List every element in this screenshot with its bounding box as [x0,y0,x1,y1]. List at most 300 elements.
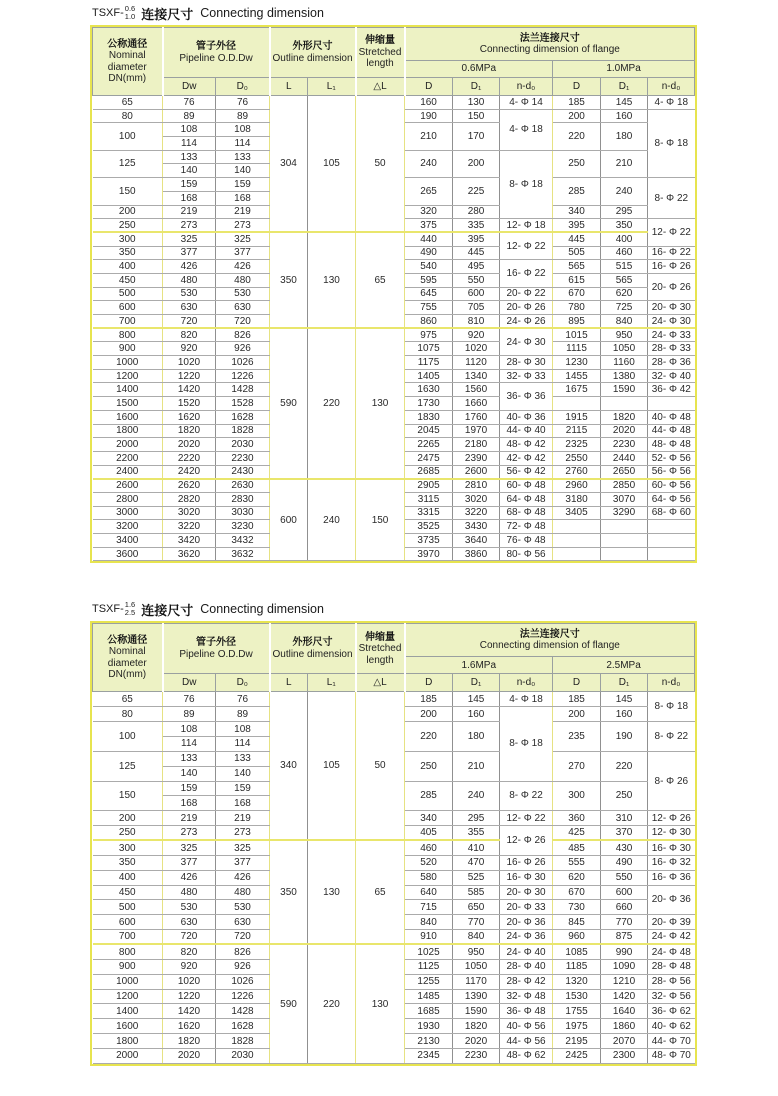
cell-p1-d1: 410 [453,840,500,855]
cell-p1-d: 860 [405,315,453,329]
cell-p2-d1: 600 [601,885,648,900]
cell-p2-d: 485 [553,840,601,855]
cell-d0: 1428 [216,1004,270,1019]
cell-dn: 65 [93,692,163,707]
cell-p1-nd: 56- Φ 42 [500,465,553,479]
cell-p1-d1: 3430 [453,520,500,534]
cell-dn: 800 [93,328,163,342]
cell-p2-d1: 160 [601,707,648,722]
cell-dw: 2220 [163,451,216,465]
cell-p1-nd: 12- Φ 22 [500,811,553,826]
cell-dw: 1220 [163,989,216,1004]
cell-dn: 300 [93,232,163,246]
cell-l: 340 [270,692,308,841]
header-row-groups [93,624,695,657]
cell-dn: 700 [93,930,163,945]
cell-p2-nd: 48- Φ 48 [648,438,695,452]
cell-p1-d: 3315 [405,506,453,520]
cell-dw: 3020 [163,506,216,520]
cell-dw: 133 [163,150,216,164]
cell-p1-d1: 130 [453,96,500,110]
cell-p2-d1 [601,547,648,561]
cell-dn: 600 [93,301,163,315]
col-header-pressure-high: 1.0MPa [553,61,695,78]
label-outline-cn: 外形尺寸 [292,637,333,649]
cell-d0: 2030 [216,438,270,452]
cell-p1-d: 640 [405,885,453,900]
cell-dw: 140 [163,164,216,178]
cell-dw: 89 [163,707,216,722]
cell-p2-d1: 180 [601,123,648,150]
cell-p2-d: 505 [553,246,601,260]
cell-p2-d1: 1860 [601,1019,648,1034]
cell-d0: 133 [216,751,270,766]
table1-frame [90,25,697,563]
cell-l1: 220 [308,944,356,1063]
cell-d0: 1628 [216,410,270,424]
cell-p1-d1: 2390 [453,451,500,465]
cell-p2-nd: 36- Φ 62 [648,1004,695,1019]
cell-p1-d1: 295 [453,811,500,826]
cell-p1-d1: 240 [453,781,500,811]
cell-p2-nd [648,397,695,411]
cell-dw: 1020 [163,356,216,370]
cell-p2-d1: 565 [601,273,648,287]
cell-d0: 530 [216,287,270,301]
cell-p1-d1: 180 [453,722,500,752]
cell-d0: 273 [216,219,270,233]
cell-dn: 100 [93,123,163,150]
cell-p1-d: 185 [405,692,453,707]
cell-d0: 273 [216,826,270,841]
label-stretch-en2: length [366,58,394,70]
cell-p1-d: 2265 [405,438,453,452]
cell-p2-d1: 145 [601,692,648,707]
col-header-dw: Dw [163,78,216,96]
cell-p2-d1: 145 [601,96,648,110]
cell-p2-d1: 430 [601,840,648,855]
cell-d0: 114 [216,736,270,751]
cell-p1-d1: 1020 [453,342,500,356]
table1-body [93,96,695,561]
cell-p1-d1: 2180 [453,438,500,452]
label-stretch-en1: Stretched [358,643,402,655]
cell-p1-d: 3115 [405,492,453,506]
label-dn-cn: 公称通径 [107,634,148,646]
cell-dw: 114 [163,137,216,151]
cell-p1-nd: 24- Φ 30 [500,328,553,355]
cell-dl: 130 [356,328,405,479]
cell-p2-nd: 8- Φ 18 [648,109,695,177]
col-header-outline-dimension [270,624,356,674]
cell-p2-d: 845 [553,915,601,930]
cell-p2-nd: 40- Φ 62 [648,1019,695,1034]
cell-d0: 2430 [216,465,270,479]
cell-d0: 76 [216,692,270,707]
label-pipe-cn: 管子外径 [196,637,236,649]
cell-p2-nd: 68- Φ 60 [648,506,695,520]
cell-p2-nd: 20- Φ 26 [648,273,695,300]
title-english: Connecting dimension [200,6,324,20]
cell-p2-d: 1115 [553,342,601,356]
cell-p2-d [553,520,601,534]
cell-p2-d1: 2850 [601,479,648,493]
cell-p2-d: 2195 [553,1034,601,1049]
cell-p1-d1: 3860 [453,547,500,561]
cell-dn: 1400 [93,1004,163,1019]
cell-p1-nd: 8- Φ 18 [500,150,553,218]
cell-p2-d1: 2440 [601,451,648,465]
cell-d0: 480 [216,885,270,900]
cell-p2-d1: 190 [601,722,648,752]
cell-dn: 2000 [93,1049,163,1064]
cell-p2-d1: 400 [601,232,648,246]
cell-p2-d: 1085 [553,944,601,959]
cell-p1-nd: 20- Φ 26 [500,301,553,315]
cell-p2-nd: 24- Φ 33 [648,328,695,342]
cell-p2-nd: 44- Φ 48 [648,424,695,438]
label-pipe-en: Pipeline O.D.Dw [179,52,253,64]
label-flange-en: Connecting dimension of flange [479,44,620,55]
cell-p1-d: 200 [405,707,453,722]
cell-p1-nd: 20- Φ 30 [500,885,553,900]
cell-p1-d: 910 [405,930,453,945]
cell-p2-d1: 620 [601,287,648,301]
cell-dw: 114 [163,736,216,751]
cell-dn: 2400 [93,465,163,479]
cell-dw: 108 [163,123,216,137]
cell-dn: 2600 [93,479,163,493]
cell-p2-nd: 40- Φ 48 [648,410,695,424]
col-header-pressure-low: 0.6MPa [405,61,553,78]
cell-d0: 1528 [216,397,270,411]
cell-p1-d: 580 [405,870,453,885]
col-header-p2-d: D [553,78,601,96]
cell-p2-nd [648,520,695,534]
cell-dn: 2000 [93,438,163,452]
cell-dl: 150 [356,479,405,561]
cell-p2-d: 395 [553,219,601,233]
cell-p1-d1: 650 [453,900,500,915]
cell-p2-nd: 28- Φ 48 [648,959,695,974]
cell-d0: 140 [216,766,270,781]
cell-d0: 114 [216,137,270,151]
cell-dn: 250 [93,219,163,233]
cell-p2-d1 [601,397,648,411]
label-pipe-en: Pipeline O.D.Dw [179,648,253,660]
cell-p1-d: 2905 [405,479,453,493]
table1-connecting-dimension [92,27,695,561]
cell-p1-d1: 335 [453,219,500,233]
cell-d0: 168 [216,796,270,811]
cell-p1-d1: 1390 [453,989,500,1004]
cell-p1-nd: 48- Φ 62 [500,1049,553,1064]
cell-p2-nd: 28- Φ 56 [648,974,695,989]
col-header-outline-dimension [270,28,356,78]
cell-p1-d: 2475 [405,451,453,465]
cell-p2-d1: 1160 [601,356,648,370]
cell-dn: 1200 [93,369,163,383]
model-code: TSXF- 1.6 2.5 [92,600,136,618]
cell-dw: 1620 [163,1019,216,1034]
cell-d0: 377 [216,246,270,260]
cell-p1-d: 3735 [405,534,453,548]
cell-p2-d: 1530 [553,989,601,1004]
cell-p2-d: 285 [553,178,601,205]
cell-dn: 250 [93,826,163,841]
cell-p2-d: 2325 [553,438,601,452]
cell-p2-d: 2425 [553,1049,601,1064]
cell-p1-d1: 150 [453,109,500,123]
cell-p1-nd: 12- Φ 26 [500,826,553,856]
model-code: TSXF- 0.6 1.0 [92,4,136,21]
cell-p1-d: 285 [405,781,453,811]
cell-p1-d: 1730 [405,397,453,411]
cell-dw: 1020 [163,974,216,989]
cell-p1-d: 1830 [405,410,453,424]
cell-p1-nd: 42- Φ 42 [500,451,553,465]
cell-dw: 2020 [163,1049,216,1064]
table-row [93,944,695,959]
cell-p1-d: 250 [405,751,453,781]
cell-p1-d: 2345 [405,1049,453,1064]
cell-dw: 1420 [163,1004,216,1019]
col-header-d0: D₀ [216,674,270,692]
label-outline-en: Outline dimension [272,648,353,660]
cell-d0: 219 [216,811,270,826]
label-stretch-cn: 伸缩量 [365,35,396,47]
table2-frame [90,621,697,1065]
cell-p2-d: 300 [553,781,601,811]
cell-d0: 108 [216,123,270,137]
cell-dn: 1000 [93,974,163,989]
cell-p1-d1: 600 [453,287,500,301]
cell-dw: 720 [163,315,216,329]
cell-p2-nd: 4- Φ 18 [648,96,695,110]
cell-p1-d: 490 [405,246,453,260]
cell-p2-nd: 24- Φ 42 [648,930,695,945]
cell-p2-d: 2760 [553,465,601,479]
cell-dn: 400 [93,260,163,274]
cell-p1-d1: 525 [453,870,500,885]
header-row-groups [93,28,695,61]
cell-dn: 450 [93,885,163,900]
cell-dw: 219 [163,811,216,826]
cell-p2-nd: 8- Φ 22 [648,722,695,752]
cell-p2-nd: 16- Φ 36 [648,870,695,885]
cell-dn: 500 [93,287,163,301]
cell-p2-d: 1675 [553,383,601,397]
cell-p1-nd: 40- Φ 36 [500,410,553,424]
cell-p2-nd: 64- Φ 56 [648,492,695,506]
cell-p2-d: 1915 [553,410,601,424]
cell-l1: 220 [308,328,356,479]
cell-dw: 76 [163,692,216,707]
cell-d0: 108 [216,722,270,737]
cell-dw: 325 [163,840,216,855]
cell-l1: 105 [308,692,356,841]
cell-p2-d: 555 [553,855,601,870]
cell-p2-nd: 16- Φ 30 [648,840,695,855]
cell-d0: 1226 [216,989,270,1004]
col-header-l1: L₁ [308,674,356,692]
label-dn-en3: DN(mm) [108,669,147,681]
cell-p1-d1: 3220 [453,506,500,520]
cell-p2-nd: 12- Φ 26 [648,811,695,826]
col-header-pressure-high: 2.5MPa [553,657,695,674]
cell-dn: 300 [93,840,163,855]
cell-p1-d1: 145 [453,692,500,707]
cell-p1-nd: 4- Φ 18 [500,692,553,707]
cell-dw: 168 [163,191,216,205]
cell-p2-nd: 16- Φ 26 [648,260,695,274]
table1-header [93,28,695,96]
cell-p1-d: 440 [405,232,453,246]
col-header-l: L [270,78,308,96]
cell-d0: 1026 [216,974,270,989]
cell-p1-nd: 16- Φ 30 [500,870,553,885]
cell-p1-d1: 2020 [453,1034,500,1049]
cell-dn: 150 [93,178,163,205]
col-header-d0: D₀ [216,78,270,96]
cell-dw: 480 [163,273,216,287]
cell-p2-d: 2960 [553,479,601,493]
col-header-p2-nd: n-d₀ [648,78,695,96]
cell-dn: 3200 [93,520,163,534]
cell-p2-d: 960 [553,930,601,945]
cell-dn: 1600 [93,1019,163,1034]
cell-p1-d1: 1340 [453,369,500,383]
cell-dw: 1520 [163,397,216,411]
cell-d0: 2830 [216,492,270,506]
cell-p1-nd: 24- Φ 40 [500,944,553,959]
cell-d0: 1628 [216,1019,270,1034]
cell-p1-d1: 170 [453,123,500,150]
table-row [93,692,695,707]
cell-p1-nd: 20- Φ 36 [500,915,553,930]
title-chinese: 连接尺寸 [141,602,194,618]
col-header-p1-d: D [405,78,453,96]
table-row [93,232,695,246]
cell-dw: 426 [163,870,216,885]
cell-dn: 350 [93,246,163,260]
cell-p2-nd: 28- Φ 33 [648,342,695,356]
cell-p1-nd: 12- Φ 22 [500,232,553,259]
cell-d0: 826 [216,944,270,959]
cell-p1-d: 265 [405,178,453,205]
cell-p2-d: 270 [553,751,601,781]
label-dn-en3: DN(mm) [108,73,147,84]
cell-p2-d: 670 [553,885,601,900]
col-header-pressure-low: 1.6MPa [405,657,553,674]
cell-p2-d: 1455 [553,369,601,383]
cell-p1-d1: 445 [453,246,500,260]
cell-p2-d1: 460 [601,246,648,260]
cell-p2-nd: 44- Φ 70 [648,1034,695,1049]
col-header-stretched-length [356,28,405,78]
cell-p2-nd [648,534,695,548]
cell-p1-d: 1125 [405,959,453,974]
cell-p2-d: 730 [553,900,601,915]
cell-d0: 480 [216,273,270,287]
cell-d0: 2230 [216,451,270,465]
cell-p2-d1: 3290 [601,506,648,520]
cell-p1-d: 975 [405,328,453,342]
cell-dw: 159 [163,781,216,796]
cell-d0: 1428 [216,383,270,397]
cell-d0: 219 [216,205,270,219]
cell-p2-d: 425 [553,826,601,841]
cell-l: 600 [270,479,308,561]
header-row-letters [93,78,695,96]
table2-header [93,624,695,692]
cell-d0: 926 [216,959,270,974]
cell-dw: 159 [163,178,216,192]
col-header-dl: △L [356,78,405,96]
cell-p2-nd: 56- Φ 56 [648,465,695,479]
cell-dn: 400 [93,870,163,885]
cell-p1-d1: 2230 [453,1049,500,1064]
cell-p2-d: 1230 [553,356,601,370]
cell-p2-d1 [601,520,648,534]
cell-d0: 530 [216,900,270,915]
cell-dw: 1220 [163,369,216,383]
cell-dw: 3220 [163,520,216,534]
cell-d0: 159 [216,178,270,192]
cell-p1-d1: 1170 [453,974,500,989]
cell-p2-d1: 350 [601,219,648,233]
cell-d0: 3030 [216,506,270,520]
cell-dw: 920 [163,959,216,974]
cell-p1-d: 240 [405,150,453,177]
cell-d0: 3230 [216,520,270,534]
cell-dn: 3000 [93,506,163,520]
table2-connecting-dimension [92,623,695,1063]
cell-p2-d1: 295 [601,205,648,219]
label-dn-en2: diameter [107,657,147,669]
col-header-p2-d1: D₁ [601,674,648,692]
cell-p1-d: 1405 [405,369,453,383]
cell-p2-d1: 240 [601,178,648,205]
cell-p1-d1: 1050 [453,959,500,974]
cell-p1-d: 715 [405,900,453,915]
cell-dn: 1400 [93,383,163,397]
cell-l1: 240 [308,479,356,561]
col-header-l: L [270,674,308,692]
cell-dn: 900 [93,342,163,356]
cell-l: 350 [270,232,308,328]
cell-p2-d: 360 [553,811,601,826]
cell-p1-d: 2130 [405,1034,453,1049]
cell-p2-nd: 8- Φ 22 [648,178,695,219]
cell-p1-d: 1175 [405,356,453,370]
cell-dn: 150 [93,781,163,811]
cell-p1-nd: 8- Φ 22 [500,781,553,811]
cell-l1: 105 [308,96,356,233]
cell-p1-nd: 4- Φ 14 [500,96,553,110]
label-dn-en1: Nominal [108,50,146,61]
cell-p1-d: 190 [405,109,453,123]
cell-p1-d1: 3020 [453,492,500,506]
col-header-dw: Dw [163,674,216,692]
cell-d0: 426 [216,260,270,274]
cell-p1-nd: 72- Φ 48 [500,520,553,534]
cell-p1-d: 1930 [405,1019,453,1034]
cell-p2-d1: 1050 [601,342,648,356]
cell-p2-d1: 250 [601,781,648,811]
cell-p1-nd: 28- Φ 30 [500,356,553,370]
title-chinese: 连接尺寸 [141,6,194,22]
